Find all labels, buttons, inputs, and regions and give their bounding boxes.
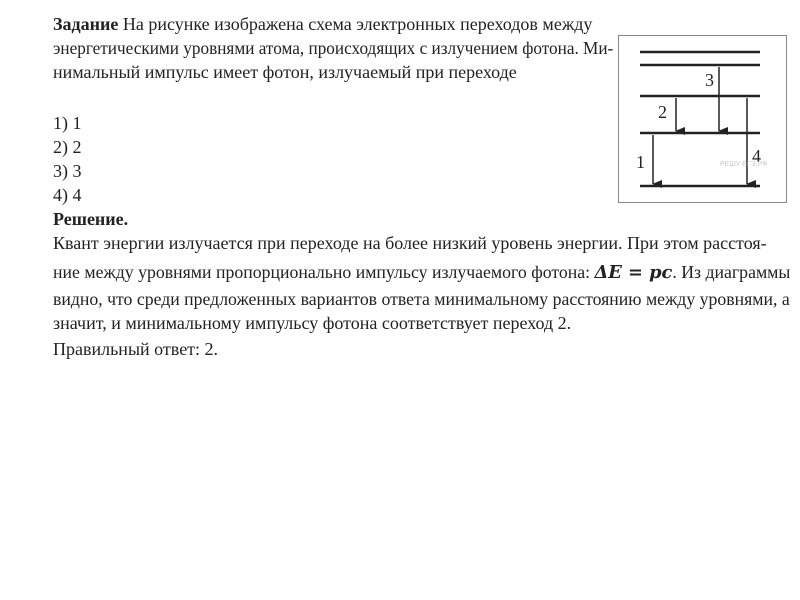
solution-line-3: видно, что среди предложенных вариантов ответа минимальному расстоянию между уровнями, а <box>53 289 790 309</box>
transition-label-2: 2 <box>658 102 667 122</box>
task-line-2: энергетическими уровнями атома, происходящих с излучением фотона. Ми- <box>53 38 614 58</box>
task-heading: Задание <box>53 14 119 34</box>
solution-line-1: Квант энергии излучается при переходе на более низкий уровень энергии. При этом расстоя- <box>53 233 767 253</box>
task-text-1: На рисунке изображена схема электронных переходов между <box>122 14 593 34</box>
solution-text-2: ние между уровнями пропорционально импульсу излучаемого фотона: <box>53 262 591 282</box>
solution-heading: Решение. <box>53 209 129 229</box>
solution-line-4: значит, и минимальному импульсу фотона соответствует переход 2. <box>53 313 572 333</box>
option-4: 4) 4 <box>53 185 82 205</box>
option-2: 2) 2 <box>53 137 82 157</box>
energy-level-diagram <box>618 8 788 204</box>
transition-label-3: 3 <box>705 70 714 90</box>
task-line-1 <box>53 12 592 36</box>
option-1: 1) 1 <box>53 113 82 133</box>
transition-label-4: 4 <box>752 146 761 166</box>
diagram-frame <box>619 36 787 203</box>
solution-text-2-tail: . Из диаграммы <box>672 262 791 282</box>
energy-level-svg <box>618 8 788 204</box>
task-line-3: нимальный импульс имеет фотон, излучаемый при переходе <box>53 62 517 82</box>
solution-line-2 <box>53 260 790 285</box>
watermark: РЕШУ ЕГЭ.РФ <box>720 161 768 168</box>
correct-answer: Правильный ответ: 2. <box>53 339 219 359</box>
option-3: 3) 3 <box>53 161 82 181</box>
energy-formula: ΔE = pc <box>594 262 673 283</box>
transition-label-1: 1 <box>636 152 645 172</box>
